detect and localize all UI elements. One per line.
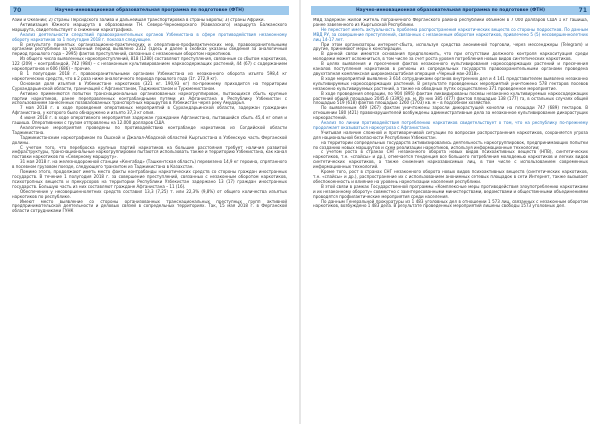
body-paragraph: Учитывая наличие сложной и противоречивой ситуации по вопросам распространения наркотиков, сохраняется угроза для национальной безопасности Республики Узбекистан.: [313, 129, 588, 140]
body-paragraph: Кроме того, рост в странах СНГ незаконного оборота новых видов психоактивных веществ (синтетических наркотиков, т.н. «спайсы» и др.), распространение их с использованием анонимных сетевых площадок в сети Интернет, также вызывает обеспокоенность и влияние на уровень наркотизации населения республики.: [313, 169, 588, 184]
body-paragraph: на территории сопредельных государств активизировались деятельность наркогруппировок, предпринимающих попытки по созданию новых маршрутов и схем реализации наркотиков, используя информационные технологии;: [313, 139, 588, 150]
running-title: Научно-инновационная образовательная программа по подготовке (ФТН): [356, 8, 545, 13]
body-paragraph: При этом организаторы интернет-сбыта, используя средства анонимной торговли, через мессенджеры (Telegram) и другие, принимают меры к конспирации.: [313, 41, 588, 52]
page-header: [10, 6, 289, 15]
body-paragraph: Анализ деятельности следствий правоохранительных органов Узбекистана в сфере противодействия незаконному обороту наркотиков за 1 полугодие 2018 г. показал следующее.: [12, 31, 287, 42]
page-header: [311, 6, 590, 15]
body-paragraph: Обеспечение у несовершеннолетних средств составил 13,3 (7,25) т. или 22,3% (9,8%) от общего количества изъятых наркотиков по республике.: [12, 188, 287, 199]
body-paragraph: В этой связи в рамках Государственной программы «Комплексные меры противодействия злоупотреблению наркотиками и их незаконному обороту» совместно с заинтересованными министерствами, ведомствами и общественными объединениями проводятся профилактические мероприятия среди населения.: [313, 183, 588, 199]
body-paragraph: 31 мая 2018 г. на железнодорожной станции «Кенгабад» (Ташкентская область) перевезено 14,9 кг героина, спрятанного в посевном грузовом поезде, следующего транзитом из Таджикистана в Казахстан.: [12, 159, 287, 170]
body-paragraph: В 1 полугодии 2018 г. правоохранительными органами Узбекистана из незаконного оборота изъято 598,4 кг наркотических средств, что в 2 раза ниже аналогичного периода прошлого года (1т. 272,9 кг).: [12, 70, 287, 81]
text-column: [313, 18, 588, 418]
body-paragraph: В данной связи имеются основания предположить, что при отсутствии должного контроля наркоситуация среди молодежи может осложниться, в том числе за счет роста уровня потребления новых видов синтетических наркотиков.: [313, 51, 588, 62]
page-number: 71: [578, 7, 587, 14]
body-paragraph: МВД задержан жилой житель пограничного Ферганского района республики объемом в 7 000 долларов США 1 кг гашиша, ранее завезенного из Кыргызской Республики.: [313, 18, 588, 27]
body-paragraph: По выявленным 449 (267) фактам уничтожены заросли дикорастущей конопли на площади 747 (689) гектаров. В отношении 180 (421) правонарушителей возбуждены административные дела за незаконное культивирование дикорастущих наркорастений.: [313, 105, 588, 121]
body-paragraph: Не перестает иметь актуальность проблема распространения наркотических веществ со стороны подростков. По данным МВД РУ, за совершение преступлений, связанных с незаконным оборотом наркотиков, привлечено 5 (5) несовершеннолетних лиц 14-17 лет.: [313, 26, 588, 42]
body-paragraph: В целях выявления и пресечения фактов незаконного культивирования наркосодержащих растений и пресечения каналов поступления наркотиков в регионы из сопредельных государств правоохранительными органами проведена двухэтапная комплексная широкомасштабная операция «Черный мак-2018».: [313, 61, 588, 76]
body-paragraph: Аналогичные мероприятия проведены по противодействию контрабанде наркотиков из Согдийской области Таджикистана.: [12, 124, 287, 135]
text-column: [12, 18, 287, 418]
running-title: Научно-инновационная образовательная программа по подготовке (ФТН): [55, 8, 244, 13]
body-paragraph: Основная доля изъятия в Узбекистане наркотиков (321 кг. 190,93 кг) по-прежнему приходится на территории Сурхандарьинской области, граничащей с Афганистаном, Таджикистаном и Туркменистаном.: [12, 80, 287, 91]
body-paragraph: С учетом того, что переброска крупных партий наркотиков на большие расстояния требует наличия развитой инфраструктуры, транснациональные наркогруппировки пытаются использовать также и территорию Узбекистана, как канал поставки наркотиков по «Северному маршруту».: [12, 144, 287, 160]
body-paragraph: 4 июня 2018 г. в ходе оперативного мероприятия задержан гражданин Афганистана, пытавшийся сбыть 45,4 кг опия и гашиша. Оперативники с грузом отправлены на 12.000 долларов США.: [12, 115, 287, 126]
body-paragraph: В ходе проведения операции, по 904 (895) фактам ликвидированы посевы незаконно культивируемых наркосодержащих растений общей площадью 2045,6 (3395) кв. м. Из них 385 (477) фактов площадью 138 (177) га, в остальных случаях общей площадью 519 (618) фактов площадью 1260 (1703) кв. м – в подсобном хозяйстве.: [313, 90, 588, 106]
body-paragraph: По данным Генеральной прокуратуры из 1 483 уголовных дел в отношении 1 573 лиц, связанных с незаконным оборотом наркотиков, возбуждено 1 483 дела. В результате проведенных мероприятий лишены свободы 1573 уголовных дел.: [313, 198, 588, 209]
body-paragraph: Помимо этого, продолжают иметь место факты контрабанды наркотических средств со стороны граждан иностранных государств. В течение 1 полугодия 2018 г. за совершение преступлений, связанных с незаконным оборотом наркотиков, психотропных веществ и прекурсоров на территории Республики Узбекистан задержано 13 (17) граждан иностранных государств. Большую часть из них составляют граждане Афганистана – 11 (16).: [12, 169, 287, 189]
body-paragraph: Имеют место выявление со стороны организованных транснациональных преступных групп активной предпринимательской деятельности и деловых связей в сопредельных территориях. Так, 15 мая 2018 г. в Ферганской области сотрудниками ГУНК: [12, 198, 287, 214]
body-paragraph: Активизация Южного маршрута в образовании ТН. Северо-Черноморского (Кавказского) маршрута Балканского маршрута, свидетельствует о снижении наркотрафика.: [12, 21, 287, 32]
body-paragraph: В результате принятых организационно-практических и оперативно-профилактических мер, правоохранительными органами республики за указанный период выявлено 2312 (здесь и далее в скобках указаны сведения за аналогичный период прошлого года – 2995) фактов преступлений, связанных с незаконным оборотом наркотиков.: [12, 41, 287, 57]
body-paragraph: В ходе мероприятий выявлено 3 614 сотрудниками органов внутренних дел и 4 141 представителем выявлено незаконно культивируемых наркосодержащих растений. В результате проведенных мероприятий уничтожено 578 гектаров посевов незаконно культивируемых растений, а также на обводных путях осуществлено 371 проведенное мероприятие.: [313, 75, 588, 91]
body-paragraph: Таджикистанским наркотрафиком по Ошской и Джалал-Абадской областей Кыргызстана в Узбекскую часть Ферганской долины.: [12, 134, 287, 145]
right-page: [301, 0, 600, 424]
body-paragraph: Азии и Океании; 2) страны Персидского залива и дальнейшая транспортировка в страны Европы; 3) страны Африки.: [12, 18, 265, 22]
body-paragraph: с учетом роста в странах СНГ незаконного оборота новых видов психоактивных веществ (НПВ), синтетических наркотиков, т.н. «спайсы» и др.), отмечается тенденция все большего потребления молодежью наркотиков и легких видов синтетических наркотиков, а также снижения наркозависимых лиц, в том числе с использованием современных информационных технологий.: [313, 149, 588, 170]
body-paragraph: Из общего числа выявленных наркопреступлений, 818 (1280) составляют преступления, связанные со сбытом наркотиков, 122 (209) – контрабандой, 742 (984) – с незаконным культивированием наркосодержащих растений, 44 (67) с содержанием наркопритонов и 606 (686) – прочие.: [12, 56, 287, 72]
left-page: [0, 0, 299, 424]
body-paragraph: Анализ по линии противодействия потреблению наркотиков свидетельствует о том, что на республику по-прежнему продолжает оказываться наркоугроза с Афганистана.: [313, 120, 588, 130]
page-number: 70: [13, 7, 22, 14]
body-paragraph: 7 мая 2018 г. в ходе проведения оперативных мероприятий в Сурхандарьинской области, задержан гражданин Афганистана, у которого было обнаружено и изъято 37,3 кг опия.: [12, 105, 287, 116]
body-paragraph: Активно применяются попытки транснациональных организованных наркогруппировок, пытающихся сбыть крупные партии наркотиков, ранее переправленных контрабандными путями из Афганистана в Республику Узбекистан с использованием занесенных позавалованных транспортных маршрутов в Узбекистан через реку Амударья.: [12, 90, 287, 106]
